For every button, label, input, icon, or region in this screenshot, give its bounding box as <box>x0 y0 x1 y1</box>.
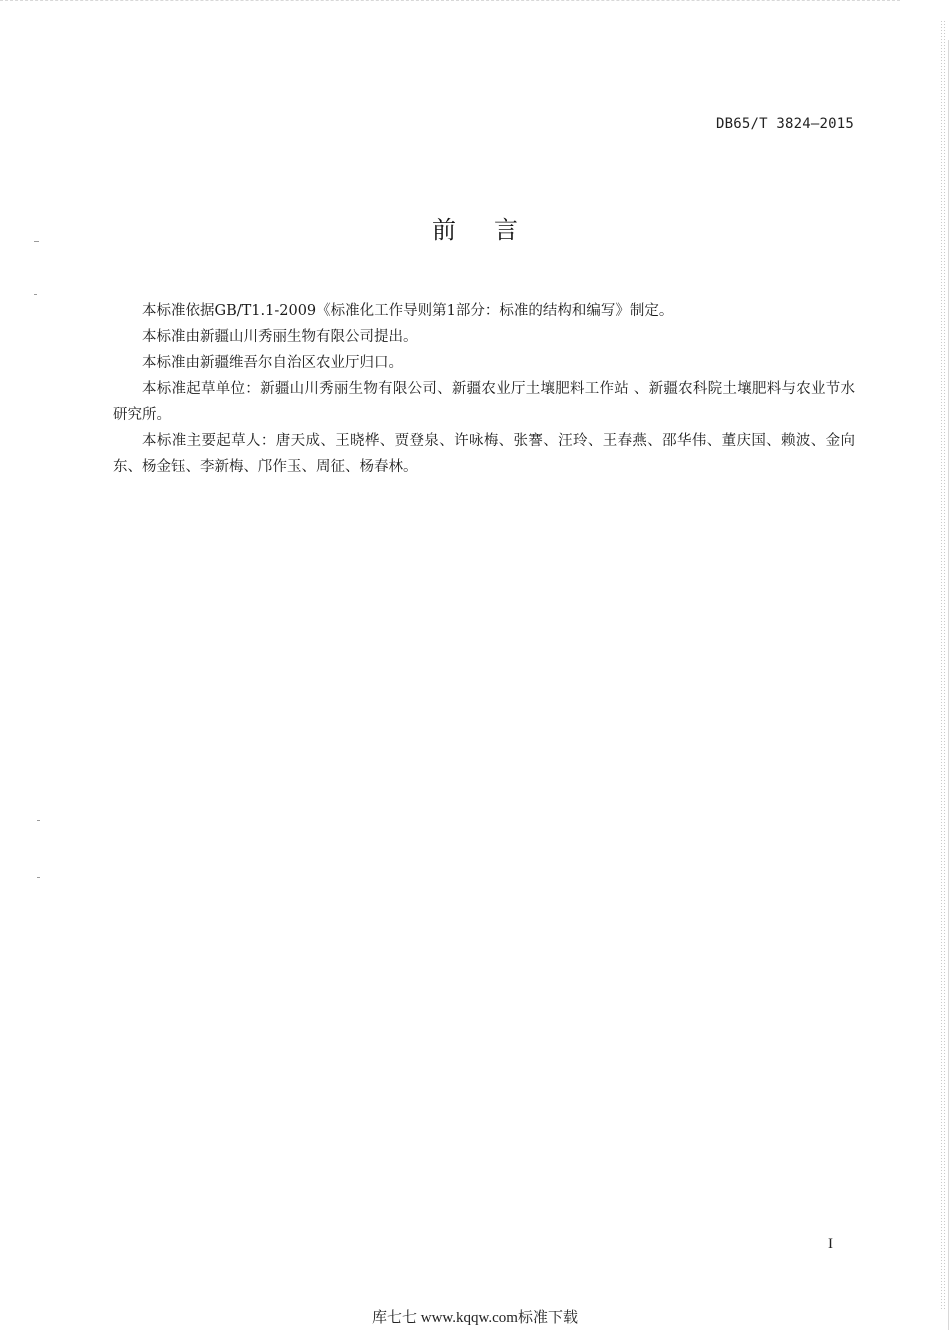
paragraph-administrator: 本标准由新疆维吾尔自治区农业厅归口。 <box>142 355 403 371</box>
footer-watermark-text: 库七七 www.kqqw.com标准下载 <box>372 1310 578 1326</box>
page-number: I <box>828 1236 833 1252</box>
page-title: 前言 <box>432 216 556 244</box>
foreword-body <box>113 298 855 480</box>
standard-code: DB65/T 3824—2015 <box>715 116 854 132</box>
scan-speck <box>37 877 40 878</box>
paragraph-basis: 本标准依据GB/T1.1-2009《标准化工作导则第1部分：标准的结构和编写》制定。 <box>142 303 674 319</box>
paragraph-drafters: 本标准主要起草人：唐天成、王晓桦、贾登泉、许咏梅、张謇、汪玲、王春燕、邵华伟、董庆国、赖波、金向东、杨金钰、李新梅、邝作玉、周征、杨春林。 <box>113 433 855 475</box>
paragraph-proposer: 本标准由新疆山川秀丽生物有限公司提出。 <box>142 329 418 345</box>
paragraph-drafting-units: 本标准起草单位：新疆山川秀丽生物有限公司、新疆农业厅土壤肥料工作站 、新疆农科院土壤肥料与农业节水研究所。 <box>113 381 855 423</box>
scan-top-artifact <box>0 0 900 9</box>
scan-speck <box>34 294 37 295</box>
scan-speck <box>37 820 40 821</box>
